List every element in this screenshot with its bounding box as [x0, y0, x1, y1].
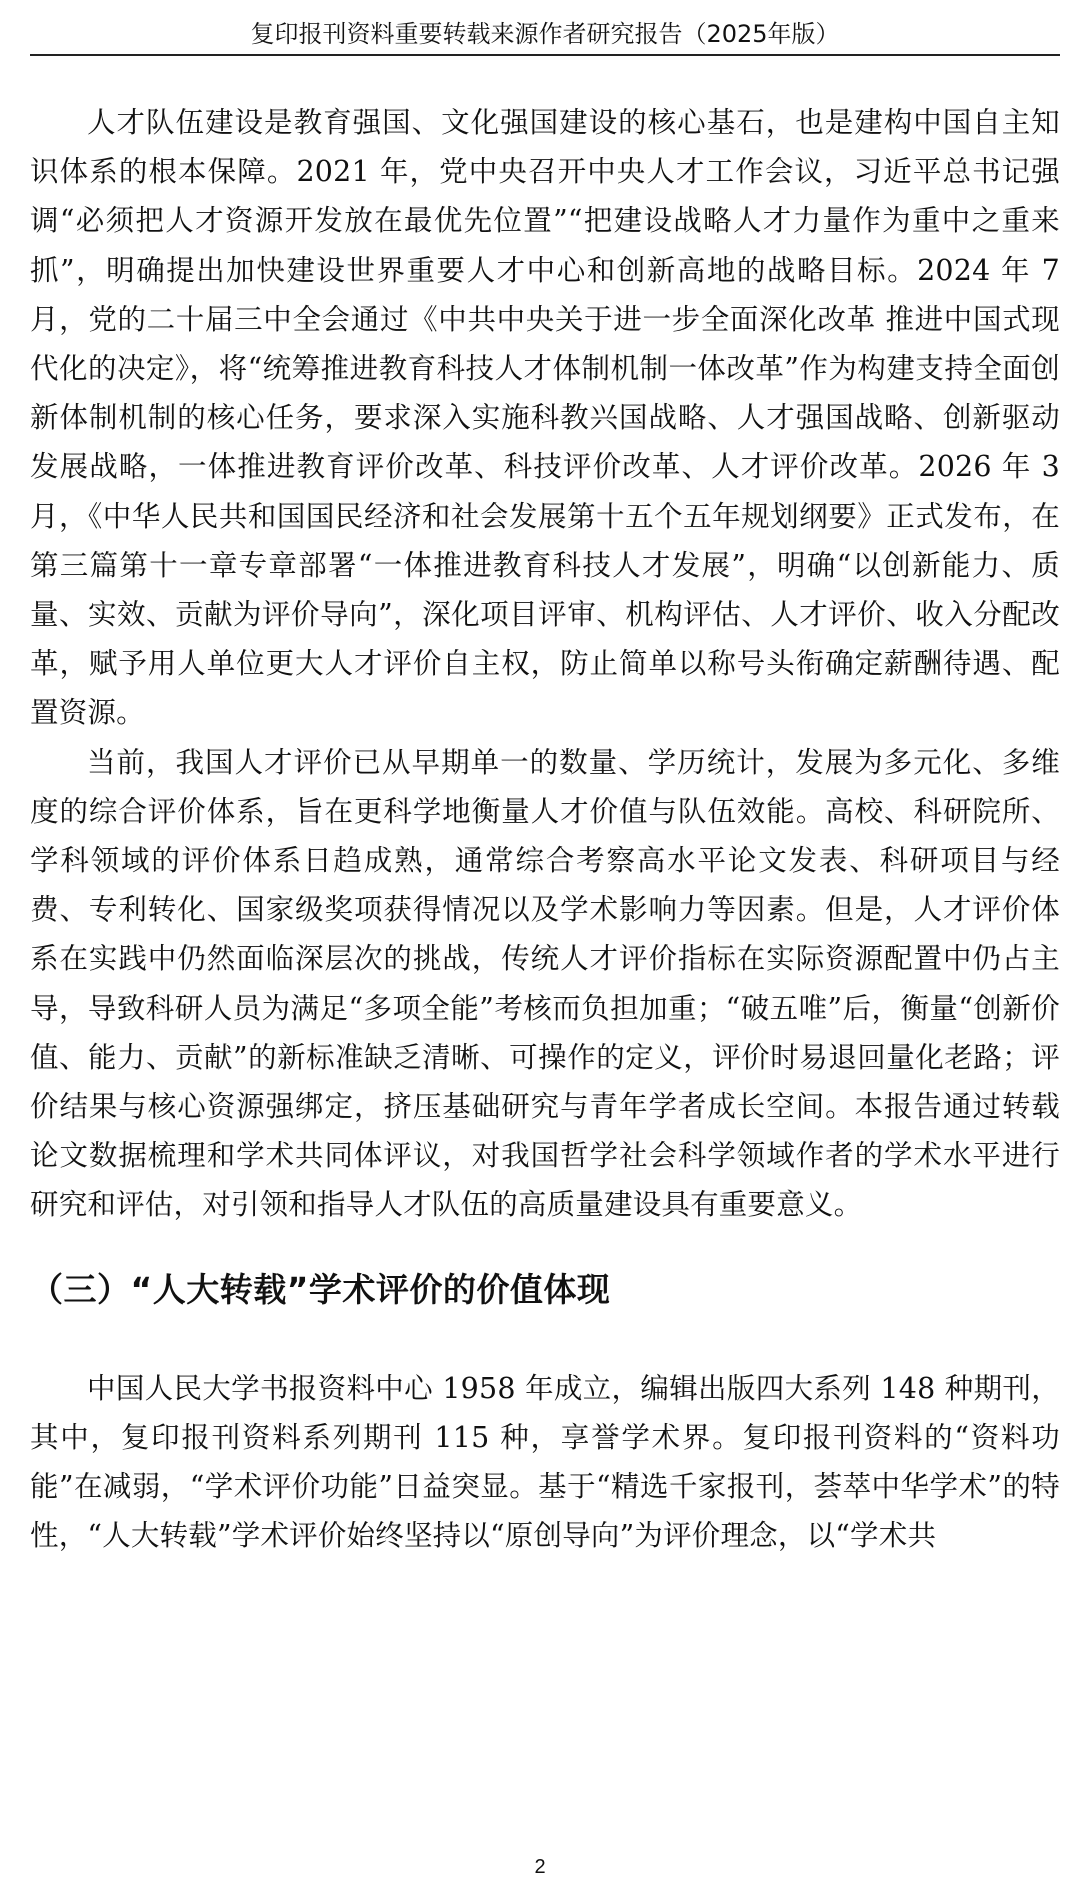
running-header: 复印报刊资料重要转载来源作者研究报告（2025年版） [250, 20, 840, 48]
page-number: 2 [534, 1856, 546, 1878]
section-heading: （三）“人大转载”学术评价的价值体现 [30, 1269, 611, 1309]
paragraph-rdfybk-center: 中国人民大学书报资料中心 1958 年成立，编辑出版四大系列 148 种期刊，其中，复印报刊资料系列期刊 115 种，享誉学术界。复印报刊资料的“资料功能”在减弱，“学术评价功能”日益突显。基于“精选千家报刊，荟萃中华学术”的特性，“人大转载”学术评价始终坚持以“原创导向”为评价理念，以“学术共 [30, 1371, 1060, 1553]
header-rule [30, 54, 1060, 56]
body-text [30, 98, 1060, 1560]
paragraph-talent-evaluation: 当前，我国人才评价已从早期单一的数量、学历统计，发展为多元化、多维度的综合评价体系，旨在更科学地衡量人才价值与队伍效能。高校、科研院所、学科领域的评价体系日趋成熟，通常综合考察高水平论文发表、科研项目与经费、专利转化、国家级奖项获得情况以及学术影响力等因素。但是，人才评价体系在实践中仍然面临深层次的挑战，传统人才评价指标在实际资源配置中仍占主导，导致科研人员为满足“多项全能”考核而负担加重；“破五唯”后，衡量“创新价值、能力、贡献”的新标准缺乏清晰、可操作的定义，评价时易退回量化老路；评价结果与核心资源强绑定，挤压基础研究与青年学者成长空间。本报告通过转载论文数据梳理和学术共同体评议，对我国哲学社会科学领域作者的学术水平进行研究和评估，对引领和指导人才队伍的高质量建设具有重要意义。 [30, 745, 1060, 1222]
paragraph-talent-construction: 人才队伍建设是教育强国、文化强国建设的核心基石，也是建构中国自主知识体系的根本保障。2021 年，党中央召开中央人才工作会议，习近平总书记强调“必须把人才资源开发放在最优先位置”“把建设战略人才力量作为重中之重来抓”，明确提出加快建设世界重要人才中心和创新高地的战略目标。2024 年 7 月，党的二十届三中全会通过《中共中央关于进一步全面深化改革 推进中国式现代化的决定》，将“统筹推进教育科技人才体制机制一体改革”作为构建支持全面创新体制机制的核心任务，要求深入实施科教兴国战略、人才强国战略、创新驱动发展战略，一体推进教育评价改革、科技评价改革、人才评价改革。2026 年 3 月，《中华人民共和国国民经济和社会发展第十五个五年规划纲要》正式发布，在第三篇第十一章专章部署“一体推进教育科技人才发展”，明确“以创新能力、质量、实效、贡献为评价导向”，深化项目评审、机构评估、人才评价、收入分配改革，赋予用人单位更大人才评价自主权，防止简单以称号头衔确定薪酬待遇、配置资源。 [30, 106, 1060, 730]
